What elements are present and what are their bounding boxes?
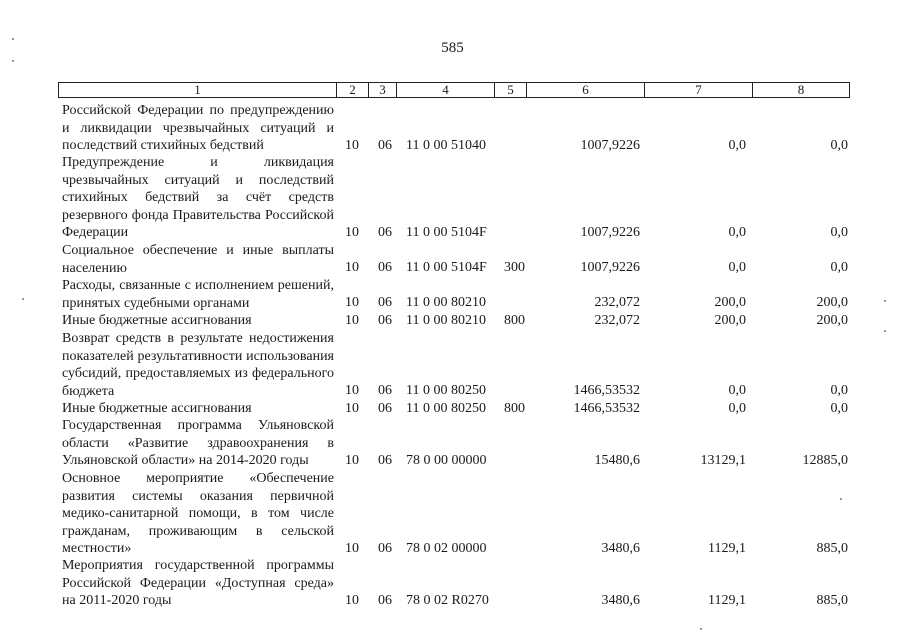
row-target-code: 11 0 00 5104F	[406, 225, 487, 240]
row-description: Российской Федерации по предупреждению и ликвидации чрезвычайных ситуаций и последствий стихийных бедствий	[62, 103, 334, 153]
row-subsection: 06	[378, 295, 392, 310]
row-amount-1: 1466,53532	[573, 383, 640, 398]
scan-speck	[22, 298, 24, 300]
row-target-code: 78 0 02 00000	[406, 541, 487, 556]
row-amount-3: 0,0	[830, 260, 848, 275]
row-description: Государственная программа Ульяновской области «Развитие здравоохранения в Ульяновской области» на 2014-2020 годы	[62, 418, 334, 468]
header-col-3: 3	[369, 83, 397, 97]
row-target-code: 11 0 00 5104F	[406, 260, 487, 275]
row-amount-1: 1007,9226	[580, 225, 640, 240]
row-amount-3: 200,0	[816, 313, 848, 328]
row-amount-1: 3480,6	[601, 593, 640, 608]
row-target-code: 11 0 00 80250	[406, 383, 486, 398]
row-section: 10	[345, 295, 359, 310]
scan-speck	[840, 498, 842, 500]
row-section: 10	[345, 593, 359, 608]
row-subsection: 06	[378, 541, 392, 556]
row-amount-3: 200,0	[816, 295, 848, 310]
row-amount-3: 0,0	[830, 225, 848, 240]
row-target-code: 11 0 00 80250	[406, 401, 486, 416]
header-col-7: 7	[645, 83, 753, 97]
header-col-5: 5	[495, 83, 527, 97]
row-amount-1: 1466,53532	[573, 401, 640, 416]
row-subsection: 06	[378, 593, 392, 608]
row-amount-2: 200,0	[714, 313, 746, 328]
row-subsection: 06	[378, 401, 392, 416]
row-amount-1: 232,072	[594, 295, 640, 310]
row-amount-2: 0,0	[728, 225, 746, 240]
row-target-code: 78 0 02 R0270	[406, 593, 489, 608]
row-description: Предупреждение и ликвидация чрезвычайных ситуаций и последствий стихийных бедствий за счёт средств резервного фонда Правительства Российской Федерации	[62, 155, 334, 240]
header-col-1: 1	[59, 83, 337, 97]
row-subsection: 06	[378, 225, 392, 240]
row-expense-type: 800	[504, 313, 525, 328]
row-section: 10	[345, 401, 359, 416]
row-section: 10	[345, 541, 359, 556]
row-amount-2: 1129,1	[708, 593, 746, 608]
row-expense-type: 300	[504, 260, 525, 275]
row-description: Расходы, связанные с исполнением решений, принятых судебными органами	[62, 278, 334, 311]
row-description: Мероприятия государственной программы Российской Федерации «Доступная среда» на 2011-2020 годы	[62, 558, 334, 608]
row-section: 10	[345, 260, 359, 275]
table-header	[58, 82, 850, 98]
row-amount-3: 885,0	[816, 593, 848, 608]
scan-speck	[884, 300, 886, 302]
header-col-4: 4	[397, 83, 495, 97]
row-amount-3: 0,0	[830, 383, 848, 398]
row-amount-2: 0,0	[728, 383, 746, 398]
row-description: Социальное обеспечение и иные выплаты населению	[62, 243, 334, 276]
row-amount-2: 0,0	[728, 138, 746, 153]
row-target-code: 11 0 00 80210	[406, 313, 486, 328]
row-subsection: 06	[378, 138, 392, 153]
header-col-6: 6	[527, 83, 645, 97]
scan-speck	[12, 38, 14, 40]
row-subsection: 06	[378, 453, 392, 468]
row-amount-1: 3480,6	[601, 541, 640, 556]
page-number: 585	[441, 40, 464, 56]
row-subsection: 06	[378, 260, 392, 275]
row-section: 10	[345, 313, 359, 328]
row-description: Иные бюджетные ассигнования	[62, 401, 252, 416]
row-amount-3: 0,0	[830, 401, 848, 416]
row-subsection: 06	[378, 313, 392, 328]
row-section: 10	[345, 453, 359, 468]
row-amount-1: 1007,9226	[580, 138, 640, 153]
row-amount-2: 200,0	[714, 295, 746, 310]
row-section: 10	[345, 383, 359, 398]
row-description: Основное мероприятие «Обеспечение развития системы оказания первичной медико-санитарной помощи, в том числе гражданам, проживающим в сельской местности»	[62, 471, 334, 556]
row-amount-1: 1007,9226	[580, 260, 640, 275]
row-amount-3: 12885,0	[802, 453, 848, 468]
header-col-2: 2	[337, 83, 369, 97]
row-amount-2: 0,0	[728, 401, 746, 416]
row-amount-3: 0,0	[830, 138, 848, 153]
row-target-code: 11 0 00 51040	[406, 138, 486, 153]
row-amount-3: 885,0	[816, 541, 848, 556]
row-description: Иные бюджетные ассигнования	[62, 313, 252, 328]
header-col-8: 8	[797, 82, 805, 97]
scan-speck	[884, 330, 886, 332]
row-section: 10	[345, 225, 359, 240]
scan-speck	[12, 60, 14, 62]
row-amount-2: 13129,1	[700, 453, 746, 468]
row-target-code: 11 0 00 80210	[406, 295, 486, 310]
row-amount-2: 0,0	[728, 260, 746, 275]
scan-speck	[700, 628, 702, 630]
row-description: Возврат средств в результате недостижения показателей результативности использования субсидий, предоставляемых из федерального бюджета	[62, 331, 334, 399]
row-subsection: 06	[378, 383, 392, 398]
row-amount-1: 232,072	[594, 313, 640, 328]
row-expense-type: 800	[504, 401, 525, 416]
row-target-code: 78 0 00 00000	[406, 453, 487, 468]
row-section: 10	[345, 138, 359, 153]
row-amount-2: 1129,1	[708, 541, 746, 556]
row-amount-1: 15480,6	[594, 453, 640, 468]
